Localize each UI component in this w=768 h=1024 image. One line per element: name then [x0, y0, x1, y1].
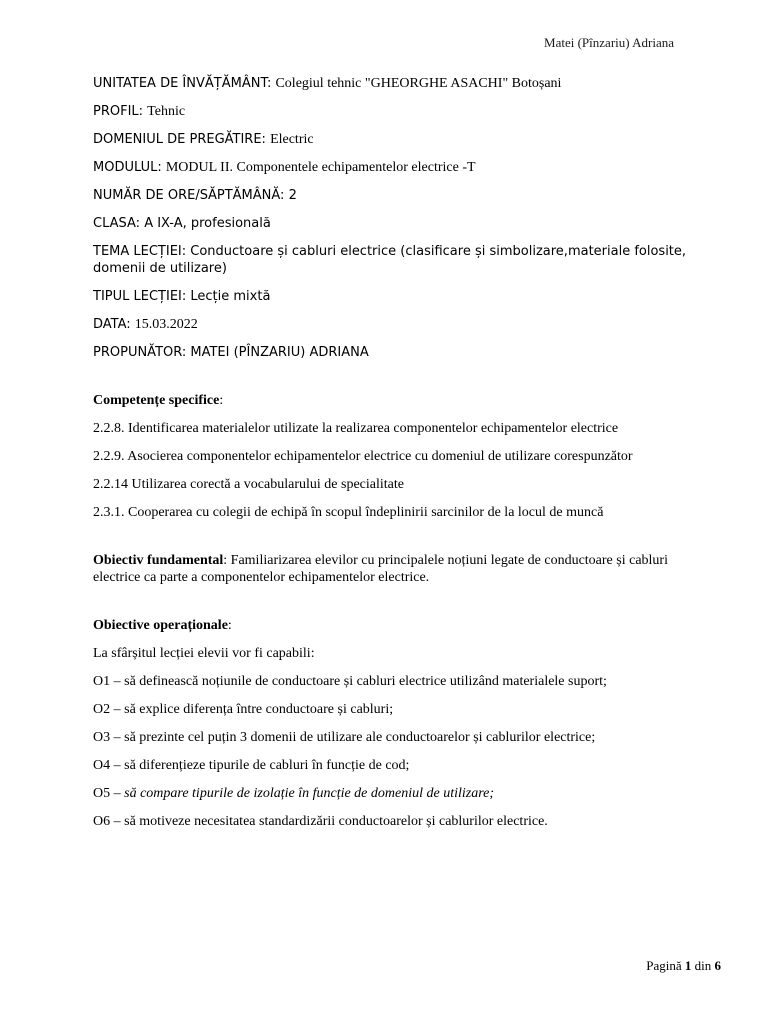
- header-author: Matei (Pînzariu) Adriana: [544, 35, 674, 50]
- obiectiv-code: O5 –: [93, 786, 125, 801]
- field-label: DOMENIUL DE PREGĂTIRE:: [93, 132, 271, 147]
- field-value: A IX-A, profesională: [144, 216, 271, 231]
- obiectiv-fundamental: [93, 552, 693, 586]
- page-word: Pagină: [646, 958, 682, 973]
- obiectiv-item-o1: [93, 673, 693, 690]
- field-label: UNITATEA DE ÎNVĂȚĂMÂNT:: [93, 76, 276, 91]
- competente-title-text: Competențe specifice: [93, 393, 220, 408]
- competente-colon: :: [219, 393, 224, 408]
- document-body: [93, 75, 693, 841]
- obiectiv-fundamental-label: Obiectiv fundamental: [93, 553, 224, 568]
- field-unitate: [93, 75, 693, 92]
- obiectiv-text: să prezinte cel puțin 3 domenii de utilizare ale conductoarelor și cablurilor electrice;: [124, 730, 596, 745]
- field-label: NUMĂR DE ORE/SĂPTĂMÂNĂ:: [93, 188, 289, 203]
- competente-title: [93, 392, 693, 409]
- field-value: MODUL II. Componentele echipamentelor electrice -T: [165, 160, 476, 175]
- obiectiv-item-o4: [93, 757, 693, 774]
- obiectiv-item-o6: [93, 813, 693, 830]
- field-label: TIPUL LECȚIEI:: [93, 289, 191, 304]
- total-pages: 6: [714, 958, 721, 973]
- field-tema: [93, 243, 693, 277]
- field-propunator: [93, 344, 693, 361]
- field-label: TEMA LECȚIEI:: [93, 244, 191, 259]
- field-value: Colegiul tehnic "GHEORGHE ASACHI" Botoșani: [275, 76, 562, 91]
- obiectiv-fundamental-text: : Familiarizarea elevilor cu principalele noțiuni legate de conductoare și cabluri electrice ca parte a componentelor echipamentelor electrice.: [93, 553, 668, 585]
- obiectiv-item-o3: [93, 729, 693, 746]
- obiective-operationale-title: [93, 617, 693, 634]
- field-value: 2: [288, 188, 297, 203]
- obiectiv-text: să compare tipurile de izolație în funcție de domeniul de utilizare;: [124, 786, 495, 801]
- field-label: MODULUL:: [93, 160, 166, 175]
- field-value: MATEI (PÎNZARIU) ADRIANA: [190, 345, 369, 360]
- field-value: Electric: [270, 132, 314, 147]
- obiectiv-text: să definească noțiunile de conductoare și cabluri electrice utilizând materialele suport;: [124, 674, 607, 689]
- page-number: [646, 958, 721, 974]
- competente-list: [93, 420, 693, 521]
- field-domeniu: [93, 131, 693, 148]
- field-value: Lecție mixtă: [190, 289, 271, 304]
- field-profil: [93, 103, 693, 120]
- field-value: 15.03.2022: [134, 317, 198, 332]
- competenta-item: 2.2.14 Utilizarea corectă a vocabularului de specialitate: [93, 477, 404, 492]
- field-value: Tehnic: [147, 104, 186, 119]
- competenta-item: 2.2.8. Identificarea materialelor utilizate la realizarea componentelor echipamentelor electrice: [93, 421, 619, 436]
- obiectiv-text: să diferențieze tipurile de cabluri în funcție de cod;: [124, 758, 410, 773]
- obiectiv-code: O1 –: [93, 674, 125, 689]
- field-label: PROFIL:: [93, 104, 148, 119]
- lesson-info: [93, 75, 693, 361]
- field-value: Conductoare și cabluri electrice (clasificare și simbolizare,materiale folosite, domenii de utilizare): [93, 244, 687, 276]
- obiectiv-text: să motiveze necesitatea standardizării conductoarelor și cablurilor electrice.: [124, 814, 548, 829]
- obiectiv-code: O4 –: [93, 758, 125, 773]
- field-modul: [93, 159, 693, 176]
- obiective-intro: La sfârșitul lecției elevii vor fi capabili:: [93, 646, 315, 661]
- obiectiv-code: O3 –: [93, 730, 125, 745]
- obiectiv-code: O2 –: [93, 702, 125, 717]
- field-label: DATA:: [93, 317, 135, 332]
- obiective-title-text: Obiective operaționale: [93, 618, 228, 633]
- field-data: [93, 316, 693, 333]
- competenta-item: 2.3.1. Cooperarea cu colegii de echipă în scopul îndeplinirii sarcinilor de la locul de muncă: [93, 505, 604, 520]
- obiective-colon: :: [227, 618, 232, 633]
- current-page: 1: [684, 958, 692, 973]
- obiectiv-text: să explice diferența între conductoare și cabluri;: [124, 702, 394, 717]
- field-clasa: [93, 215, 693, 232]
- of-word: din: [694, 958, 712, 973]
- obiective-list: [93, 673, 693, 830]
- field-ore: [93, 187, 693, 204]
- obiectiv-code: O6 –: [93, 814, 125, 829]
- field-label: PROPUNĂTOR:: [93, 345, 191, 360]
- competenta-item: 2.2.9. Asocierea componentelor echipamentelor electrice cu domeniul de utilizare corespunzător: [93, 449, 633, 464]
- obiectiv-item-o5: [93, 785, 693, 802]
- obiectiv-item-o2: [93, 701, 693, 718]
- field-tip: [93, 288, 693, 305]
- field-label: CLASA:: [93, 216, 145, 231]
